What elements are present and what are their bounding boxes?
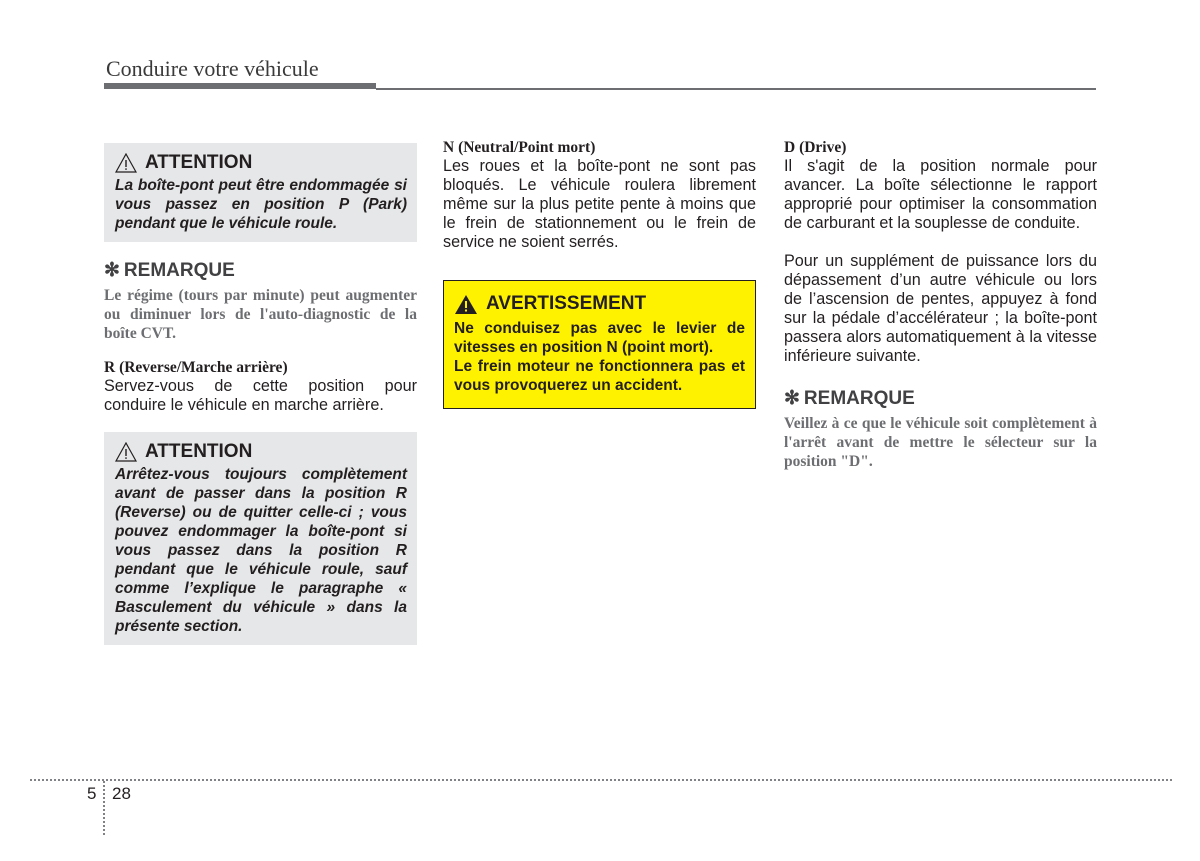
neutral-section (443, 138, 756, 252)
section-text: Servez-vous de cette position pour conduire le véhicule en marche arrière. (104, 377, 417, 414)
header-rule-thin (376, 88, 1096, 90)
remark-title: REMARQUE (123, 260, 235, 281)
star-icon: ✻ (104, 260, 120, 281)
footer-dotted-divider (103, 781, 105, 835)
remark-block (104, 260, 417, 343)
warning-text: Le frein moteur ne fonctionnera pas et vous provoquerez un accident. (454, 358, 745, 394)
star-icon: ✻ (784, 388, 800, 409)
drive-section (784, 138, 1097, 366)
page-header-title: Conduire votre véhicule (106, 56, 319, 81)
footer-dotted-rule (30, 779, 1172, 781)
attention-text: Arrêtez-vous toujours complètement avant de passer dans la position R (Reverse) ou de quitter celle-ci ; vous pouvez endommager la boîte-pont si vous passez dans la position R pendant que le véhicule roule, sauf comme l’explique le paragraphe « Basculement du véhicule » dans la présente section. (115, 466, 407, 635)
warning-triangle-icon (115, 442, 137, 462)
column-left (104, 143, 417, 645)
remark-title: REMARQUE (803, 388, 915, 409)
chapter-number: 5 (87, 784, 97, 803)
section-text: Il s'agit de la position normale pour avancer. La boîte sélectionne le rapport approprié pour optimiser la consommation de carburant et la souplesse de conduite. (784, 157, 1097, 232)
attention-heading (115, 441, 407, 463)
remark-text: Le régime (tours par minute) peut augmenter ou diminuer lors de l'auto-diagnostic de la boîte CVT. (104, 287, 417, 342)
attention-box-reverse (104, 432, 417, 645)
column-middle (443, 138, 756, 409)
section-title: D (Drive) (784, 139, 847, 156)
section-text: Pour un supplément de puissance lors du dépassement d’un autre véhicule ou lors de l’ascension de pentes, appuyez à fond sur la pédale d’accélérateur ; la boîte-pont passera alors automatiquement à la vitesse inférieure suivante. (784, 252, 1097, 365)
warning-heading (454, 293, 745, 315)
reverse-section (104, 358, 417, 415)
remark-heading (104, 260, 417, 282)
section-title: N (Neutral/Point mort) (443, 139, 596, 156)
attention-title: ATTENTION (145, 441, 253, 462)
attention-title: ATTENTION (145, 152, 253, 173)
remark-text: Veillez à ce que le véhicule soit complètement à l'arrêt avant de mettre le sélecteur sur la position "D". (784, 415, 1097, 470)
warning-text: Ne conduisez pas avec le levier de vitesses en position N (point mort). (454, 320, 745, 356)
warning-box-neutral (443, 280, 756, 409)
attention-box-park (104, 143, 417, 242)
warning-triangle-icon (115, 153, 137, 173)
warning-title: AVERTISSEMENT (486, 293, 647, 314)
warning-triangle-icon (454, 294, 478, 315)
remark-block (784, 388, 1097, 471)
column-right (784, 138, 1097, 471)
section-text: Les roues et la boîte-pont ne sont pas bloqués. Le véhicule roulera librement même sur la plus petite pente à moins que le frein de stationnement ou le frein de service ne soient serrés. (443, 157, 756, 251)
attention-text: La boîte-pont peut être endommagée si vous passez en position P (Park) pendant que le véhicule roule. (115, 177, 407, 232)
attention-heading (115, 152, 407, 174)
remark-heading (784, 388, 1097, 410)
section-title: R (Reverse/Marche arrière) (104, 359, 288, 376)
page-number: 28 (112, 784, 131, 803)
header-rule-thick (104, 83, 376, 89)
